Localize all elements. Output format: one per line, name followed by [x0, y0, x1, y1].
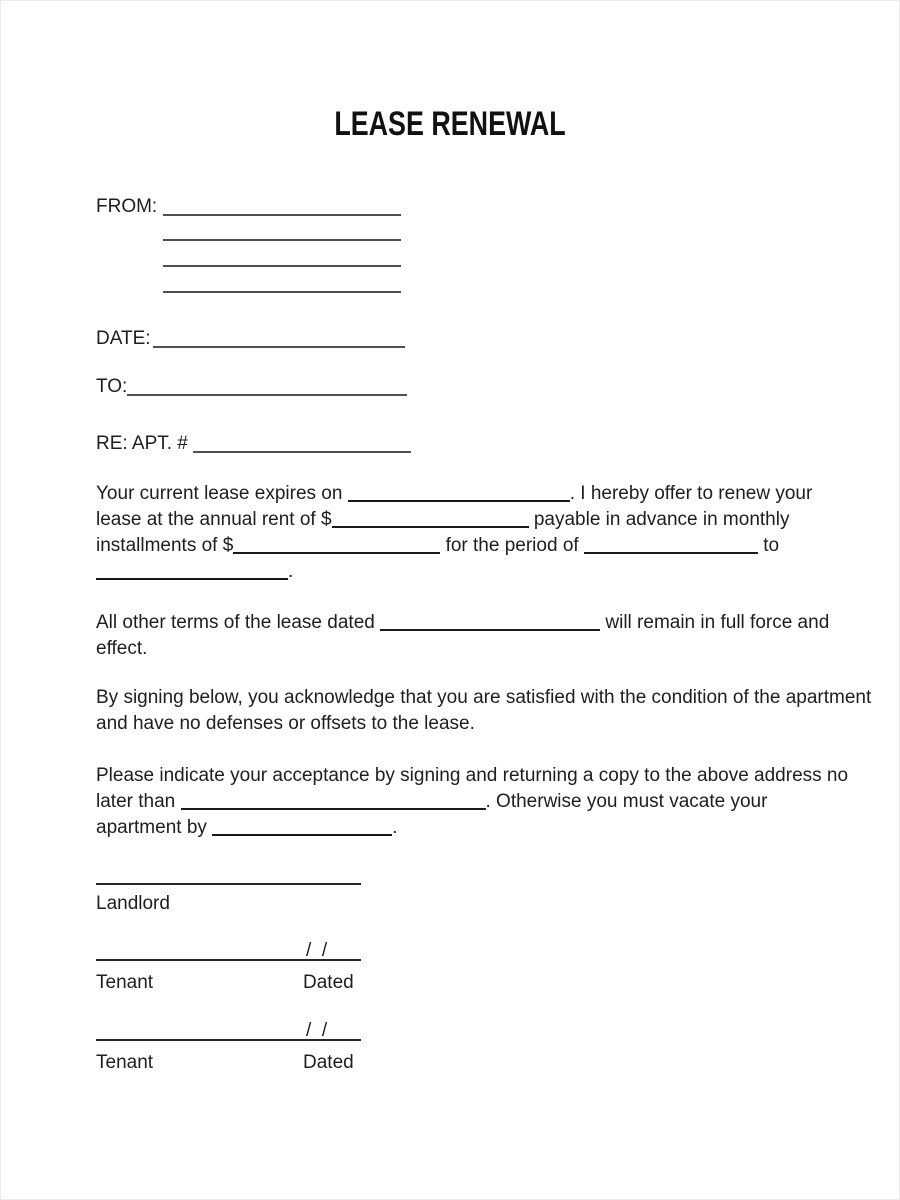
paragraph-text: Your current lease expires on [96, 483, 348, 504]
blank-line [96, 562, 288, 580]
paragraph-text: will remain in full force and [600, 612, 830, 633]
tenant-label-1: Tenant [96, 972, 154, 993]
paragraph-text: . Otherwise you must vacate your [485, 791, 768, 812]
blank-line [212, 818, 392, 836]
paragraph-text: installments of $ [96, 535, 234, 556]
paragraph-text: later than [96, 791, 181, 812]
dated-label-1: Dated [303, 972, 354, 993]
date-slashes-2: / / [306, 1020, 328, 1041]
paragraph-text: and have no defenses or offsets to the lease. [96, 713, 475, 734]
paragraph-text: for the period of [440, 535, 584, 556]
from-address-line-2 [163, 239, 401, 241]
date-field-row [96, 326, 405, 352]
tenant-label-2: Tenant [96, 1052, 154, 1073]
paragraph-line [96, 685, 871, 711]
to-blank-line [127, 380, 407, 396]
to-label: TO: [96, 376, 128, 397]
from-field-row [96, 194, 401, 220]
paragraph-line [96, 481, 812, 507]
paragraph-line [96, 789, 848, 815]
blank-line [348, 484, 570, 502]
paragraph-line [96, 507, 812, 533]
paragraph-line [96, 636, 829, 662]
date-blank-line [153, 332, 405, 348]
paragraph-line [96, 711, 871, 737]
paragraph-text: All other terms of the lease dated [96, 612, 381, 633]
to-field-row [96, 374, 407, 400]
re-apt-blank-line [193, 437, 411, 453]
blank-line [181, 792, 486, 810]
re-apt-field-row [96, 431, 411, 457]
paragraph-text: By signing below, you acknowledge that you are satisfied with the condition of the apartment [96, 687, 872, 708]
from-address-line-3 [163, 265, 401, 267]
paragraph-terms-remain [96, 610, 829, 662]
paragraph-line [96, 815, 848, 841]
paragraph-text: payable in advance in monthly [528, 509, 790, 530]
from-blank-line [163, 200, 401, 216]
paragraph-acceptance [96, 763, 848, 841]
paragraph-text: to [757, 535, 780, 556]
landlord-signature-line [96, 883, 361, 885]
blank-line [233, 536, 440, 554]
date-label: DATE: [96, 328, 151, 349]
paragraph-renewal-offer [96, 481, 812, 585]
date-slashes-1: / / [306, 940, 328, 961]
paragraph-line [96, 763, 848, 789]
tenant-signature-line-1 [96, 959, 361, 961]
blank-line [584, 536, 758, 554]
tenant-signature-line-2 [96, 1039, 361, 1041]
paragraph-text: lease at the annual rent of $ [96, 509, 332, 530]
paragraph-line [96, 559, 812, 585]
paragraph-line [96, 533, 812, 559]
from-label: FROM: [96, 196, 158, 217]
dated-label-2: Dated [303, 1052, 354, 1073]
blank-line [380, 613, 600, 631]
paragraph-acknowledgement [96, 685, 871, 737]
landlord-label: Landlord [96, 893, 170, 914]
paragraph-text: . [392, 817, 398, 838]
blank-line [332, 510, 529, 528]
paragraph-text: apartment by [96, 817, 213, 838]
paragraph-line [96, 610, 829, 636]
paragraph-text: effect. [96, 638, 148, 659]
from-address-line-4 [163, 291, 401, 293]
paragraph-text: . [288, 561, 294, 582]
paragraph-text: Please indicate your acceptance by signing and returning a copy to the above address no [96, 765, 849, 786]
re-apt-label: RE: APT. # [96, 433, 194, 454]
paragraph-text: . I hereby offer to renew your [569, 483, 813, 504]
document-title: LEASE RENEWAL [334, 105, 566, 143]
